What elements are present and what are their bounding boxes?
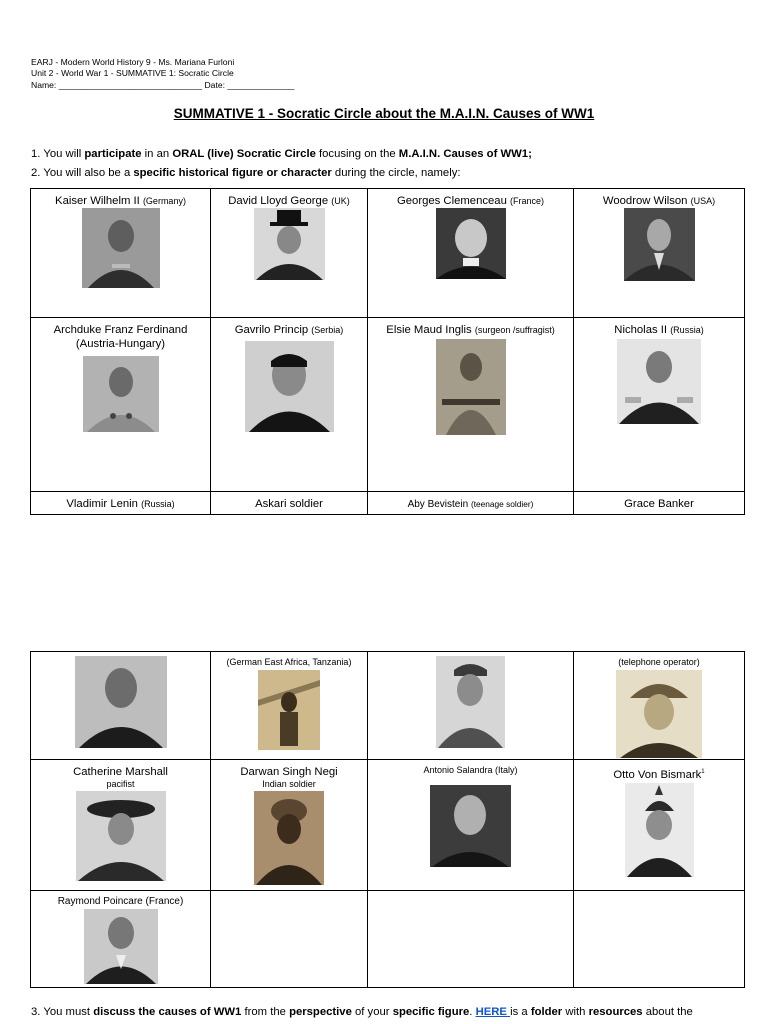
figure-cell: David Lloyd George (UK) xyxy=(211,189,368,318)
figure-cell xyxy=(368,652,574,760)
figure-cell: Georges Clemenceau (France) xyxy=(368,189,574,318)
portrait-photo xyxy=(436,339,506,435)
portrait-photo xyxy=(84,909,158,984)
figure-cell: (telephone operator) xyxy=(574,652,745,760)
empty-cell xyxy=(368,891,574,988)
portrait-photo xyxy=(616,670,702,758)
figure-cell: Antonio Salandra (Italy) xyxy=(368,760,574,891)
resources-folder-link[interactable]: HERE xyxy=(475,1006,511,1018)
figure-cell: Catherine Marshall pacifist xyxy=(31,760,211,891)
portrait-photo xyxy=(617,339,701,424)
figure-cell: Kaiser Wilhelm II (Germany) xyxy=(31,189,211,318)
portrait-photo xyxy=(83,356,159,432)
empty-cell xyxy=(574,891,745,988)
figures-table-1 xyxy=(30,188,745,515)
figure-cell: Otto Von Bismark$^1$ xyxy=(574,760,745,891)
portrait-photo xyxy=(436,208,506,279)
portrait-photo xyxy=(254,791,324,885)
figure-cell: Askari soldier xyxy=(211,492,368,515)
figure-cell: Grace Banker xyxy=(574,492,745,515)
figure-cell: Archduke Franz Ferdinand (Austria-Hungary) xyxy=(31,318,211,492)
figure-cell: (German East Africa, Tanzania) xyxy=(211,652,368,760)
portrait-photo xyxy=(624,208,695,281)
figures-table-2 xyxy=(30,651,745,988)
portrait-photo xyxy=(430,785,511,867)
figure-cell xyxy=(31,652,211,760)
header-unit: Unit 2 - World War 1 - SUMMATIVE 1: Socratic Circle xyxy=(31,68,234,79)
instruction-2: 2. You will also be a specific historical figure or character during the circle, namely: xyxy=(31,167,461,179)
portrait-photo xyxy=(82,208,160,288)
figure-cell: Raymond Poincare (France) xyxy=(31,891,211,988)
empty-cell xyxy=(211,891,368,988)
figure-cell: Nicholas II (Russia) xyxy=(574,318,745,492)
figure-cell: Gavrilo Princip (Serbia) xyxy=(211,318,368,492)
figure-cell: Vladimir Lenin (Russia) xyxy=(31,492,211,515)
portrait-photo xyxy=(245,341,334,432)
portrait-photo xyxy=(625,783,694,877)
portrait-photo xyxy=(76,791,166,881)
figure-cell: Elsie Maud Inglis (surgeon /suffragist) xyxy=(368,318,574,492)
page-title: SUMMATIVE 1 - Socratic Circle about the M.A.I.N. Causes of WW1 xyxy=(173,106,595,121)
portrait-photo xyxy=(75,656,167,748)
instruction-1: 1. You will participate in an ORAL (live) Socratic Circle focusing on the M.A.I.N. Causes of WW1; xyxy=(31,148,532,160)
figure-cell: Woodrow Wilson (USA) xyxy=(574,189,745,318)
instruction-3: 3. You must discuss the causes of WW1 from the perspective of your specific figure. HERE is a folder with resources about the xyxy=(31,1006,693,1018)
document-header xyxy=(31,57,294,91)
figure-cell: Aby Bevistein (teenage soldier) xyxy=(368,492,574,515)
figure-cell: Darwan Singh Negi Indian soldier xyxy=(211,760,368,891)
header-name-date: Name: ______________________________ Date: ______________ xyxy=(31,79,295,90)
header-course: EARJ - Modern World History 9 - Ms. Mariana Furloni xyxy=(31,57,235,67)
portrait-photo xyxy=(258,670,320,750)
portrait-photo xyxy=(436,656,505,748)
portrait-photo xyxy=(254,208,325,280)
